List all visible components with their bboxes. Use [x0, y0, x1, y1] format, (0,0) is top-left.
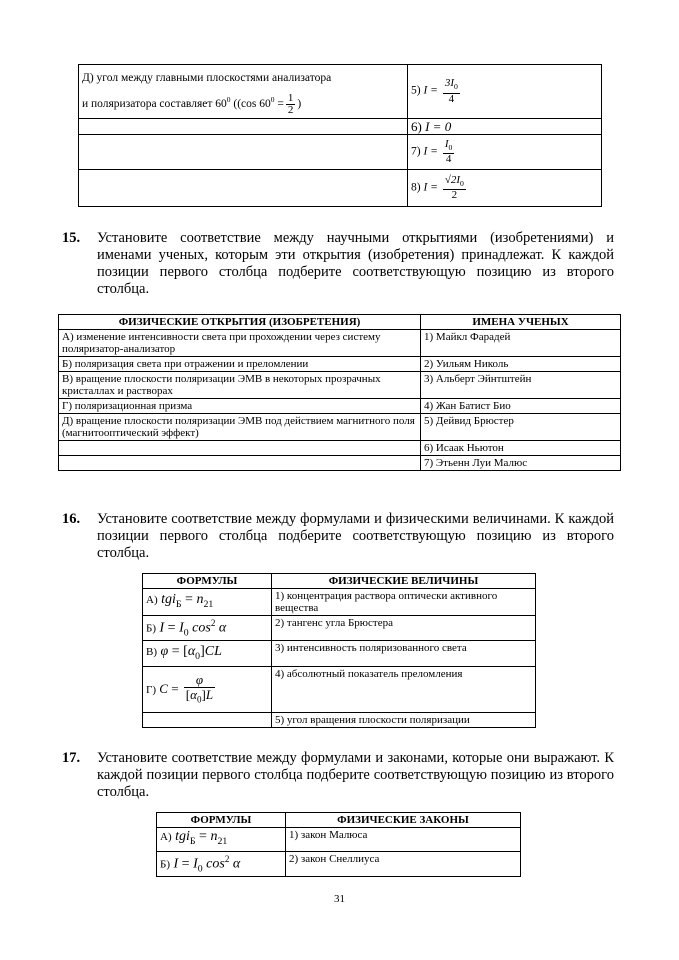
- formula-a-cell: А) $tgi_Б = n_{21}$: [143, 589, 272, 616]
- quantity-cell: 4) абсолютный показатель преломления: [272, 667, 536, 713]
- quantity-cell: 3) интенсивность поляризованного света: [272, 641, 536, 667]
- formula-c-cell: В) $\varphi = [\alpha_0]CL$: [143, 641, 272, 667]
- question-15: [62, 230, 614, 298]
- empty-left-cell: [79, 170, 408, 207]
- top-row-d-left: [79, 65, 408, 119]
- empty-left-cell: [79, 135, 408, 170]
- discovery-cell: А) изменение интенсивности света при прохождении через систему поляризатор-анализатор: [59, 330, 421, 357]
- discovery-cell: В) вращение плоскости поляризации ЭМВ в некоторых прозрачных кристаллах и растворах: [59, 372, 421, 399]
- discovery-cell: Г) поляризационная призма: [59, 399, 421, 414]
- quantity-cell: 1) концентрация раствора оптически активного вещества: [272, 589, 536, 616]
- question-text: Установите соответствие между научными открытиями (изобретениями) и именами ученых, которым эти открытия (изобретения) принадлежат. К каждой позиции первого столбца подберите соответствующую позицию из второго столбца.: [97, 230, 614, 297]
- column-header: ФИЗИЧЕСКИЕ ОТКРЫТИЯ (ИЗОБРЕТЕНИЯ): [59, 315, 421, 330]
- column-header: ФИЗИЧЕСКИЕ ЗАКОНЫ: [286, 813, 521, 828]
- question-number: 17.: [62, 750, 81, 766]
- formula-a-cell: А) $tgi_Б = n_{21}$: [157, 828, 286, 852]
- law-cell: 2) закон Снеллиуса: [286, 852, 521, 877]
- question-text: Установите соответствие между формулами и физическими величинами. К каждой позиции первого столбца подберите соответствующую позицию из второго столбца.: [97, 511, 614, 561]
- scientist-cell: 4) Жан Батист Био: [421, 399, 621, 414]
- question-number: 15.: [62, 230, 81, 246]
- law-cell: 1) закон Малюса: [286, 828, 521, 852]
- q16-table: [142, 573, 536, 728]
- discovery-cell: Д) вращение плоскости поляризации ЭМВ под действием магнитного поля (магнитооптический эффект): [59, 414, 421, 441]
- question-number: 16.: [62, 511, 81, 527]
- empty-formula-cell: [143, 713, 272, 728]
- discovery-cell: [59, 456, 421, 471]
- question-16: [62, 511, 614, 562]
- quantity-cell: 5) угол вращения плоскости поляризации: [272, 713, 536, 728]
- column-header: ФИЗИЧЕСКИЕ ВЕЛИЧИНЫ: [272, 574, 536, 589]
- q15-table: [58, 314, 621, 471]
- scientist-cell: 3) Альберт Эйнтштейн: [421, 372, 621, 399]
- column-header: ФОРМУЛЫ: [157, 813, 286, 828]
- answer-7-cell: 7) I = $\frac{I_0}{4}$: [408, 135, 602, 170]
- row-d-text-line2: и поляризатора составляет $60^0$ ((cos $60^0$ = $\frac{1}{2}$ ): [82, 91, 302, 116]
- column-header: ИМЕНА УЧЕНЫХ: [421, 315, 621, 330]
- quantity-cell: 2) тангенс угла Брюстера: [272, 616, 536, 641]
- formula-d-cell: Г) C = $\frac{\varphi}{[\alpha_0]L}$: [143, 667, 272, 713]
- row-d-text-line1: Д) угол между главными плоскостями анализатора: [82, 72, 332, 85]
- scientist-cell: 1) Майкл Фарадей: [421, 330, 621, 357]
- discovery-cell: [59, 441, 421, 456]
- scientist-cell: 2) Уильям Николь: [421, 357, 621, 372]
- column-header: ФОРМУЛЫ: [143, 574, 272, 589]
- answer-8-cell: 8) I = $\frac{√2I_0}{2}$: [408, 170, 602, 207]
- formula-b-cell: Б) $I = I_0$ $\cos^2 \alpha$: [157, 852, 286, 877]
- answer-5-cell: 5) I = $\frac{3I_0}{4}$: [408, 65, 602, 119]
- scientist-cell: 5) Дейвид Брюстер: [421, 414, 621, 441]
- page-number: 31: [334, 893, 345, 905]
- question-17: [62, 750, 614, 801]
- top-matching-table: [78, 64, 602, 207]
- formula-b-cell: Б) $I = I_0$ $\cos^2 \alpha$: [143, 616, 272, 641]
- answer-6-cell: 6) I = 0: [408, 119, 602, 135]
- scientist-cell: 6) Исаак Ньютон: [421, 441, 621, 456]
- discovery-cell: Б) поляризация света при отражении и преломлении: [59, 357, 421, 372]
- question-text: Установите соответствие между формулами и законами, которые они выражают. К каждой позиции первого столбца подберите соответствующую позицию из второго столбца.: [97, 750, 614, 800]
- q17-table: [156, 812, 521, 877]
- scientist-cell: 7) Этьенн Луи Малюс: [421, 456, 621, 471]
- empty-left-cell: [79, 119, 408, 135]
